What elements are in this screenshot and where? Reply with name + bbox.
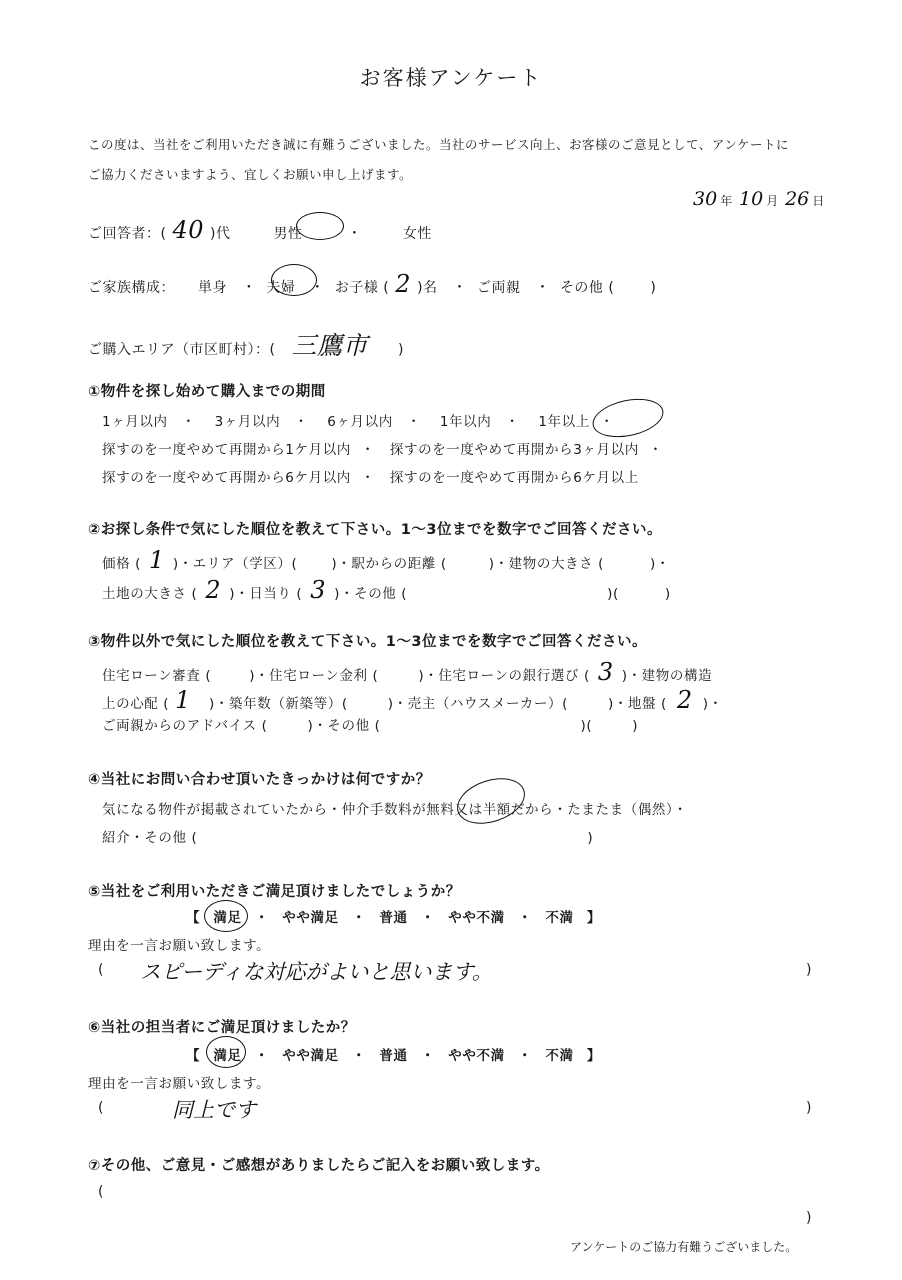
- land-label: 土地の大きさ (: [102, 586, 198, 602]
- ground-rank[interactable]: 2: [676, 686, 693, 714]
- q6-circle-mark: [206, 1036, 246, 1068]
- option-couple[interactable]: 夫婦: [266, 280, 296, 296]
- q6-close: ): [806, 1100, 812, 1116]
- q6-title: ⑥当社の担当者にご満足頂けましたか？: [88, 1020, 356, 1036]
- structure-rank[interactable]: 1: [175, 686, 192, 714]
- loan-bank-label: )・住宅ローンの銀行選び (: [418, 668, 590, 684]
- intro-line-2: ご協力くださいますよう、宜しくお願い申し上げます。: [88, 167, 413, 182]
- option-children[interactable]: お子様 (: [334, 280, 390, 296]
- intro-line-1: この度は、当社をご利用いただき誠に有難うございました。当社のサービス向上、お客様のご意見として、アンケートに: [88, 137, 790, 152]
- land-rank[interactable]: 2: [205, 576, 222, 604]
- referral-other-label: 紹介・その他 (: [102, 830, 198, 846]
- respondent-label: ご回答者：(: [88, 226, 167, 242]
- option-single[interactable]: 単身: [197, 280, 227, 296]
- children-count[interactable]: 2: [395, 270, 412, 298]
- price-label: 価格 (: [102, 556, 141, 572]
- q5-circle-mark: [204, 900, 248, 932]
- other-label: )・その他 (: [307, 718, 381, 734]
- price-rank[interactable]: 1: [148, 546, 165, 574]
- date-year: 30: [693, 188, 718, 210]
- option-parents[interactable]: ご両親: [476, 280, 521, 296]
- age-label: )・築年数（新築等）(: [209, 696, 348, 712]
- date-day: 26: [785, 188, 810, 210]
- q5-options[interactable]: 【 満足 ・ やや満足 ・ 普通 ・ やや不満 ・ 不満 】: [186, 910, 601, 926]
- q2-line-2: [102, 576, 671, 604]
- q1-option[interactable]: 6ヶ月以内: [327, 414, 393, 430]
- q1-option[interactable]: 探すのを一度やめて再開から1ケ月以内: [102, 442, 351, 458]
- q6-open: (: [98, 1100, 104, 1116]
- other-label: )・その他 (: [334, 586, 408, 602]
- q7-title: ⑦その他、ご意見・ご感想がありましたらご記入をお願い致します。: [88, 1158, 550, 1174]
- q4-line-1[interactable]: 気になる物件が掲載されていたから・仲介手数料が無料又は半額だから・たまたま（偶然）・: [102, 802, 688, 818]
- ground-label: )・地盤 (: [607, 696, 667, 712]
- paren-close: ): [632, 718, 639, 734]
- q1-option-selected[interactable]: 1年以上: [538, 414, 590, 430]
- q3-line-1: [102, 658, 712, 686]
- q1-option[interactable]: 探すのを一度やめて再開から6ケ月以上: [389, 470, 639, 486]
- q7-open: (: [98, 1184, 104, 1200]
- q7-close: ): [806, 1210, 812, 1226]
- area-school-label: )・エリア（学区）(: [172, 556, 298, 572]
- q5-close: ): [806, 962, 812, 978]
- option-male[interactable]: 男性: [273, 226, 303, 242]
- q5-reason[interactable]: スピーディな対応がよいと思います。: [140, 960, 493, 984]
- respondent-row: [88, 216, 432, 244]
- day-unit: 日: [812, 194, 825, 208]
- q1-option[interactable]: 3ヶ月以内: [214, 414, 281, 430]
- q1-option[interactable]: 1ヶ月以内: [102, 414, 168, 430]
- station-label: )・駅からの距離 (: [331, 556, 447, 572]
- structure-concern-label: 上の心配 (: [102, 696, 170, 712]
- loan-rate-label: )・住宅ローン金利 (: [249, 668, 379, 684]
- q1-circle-mark: [589, 393, 667, 443]
- area-value[interactable]: 三鷹市: [291, 331, 368, 360]
- q3-line-3: [102, 714, 638, 734]
- q5-reason-label: 理由を一言お願い致します。: [88, 938, 271, 954]
- sun-rank[interactable]: 3: [310, 576, 327, 604]
- area-label: ご購入エリア（市区町村）：(: [88, 342, 276, 358]
- age-suffix: )代: [210, 226, 231, 242]
- family-label: ご家族構成：: [88, 280, 175, 296]
- footer-thanks: アンケートのご協力有難うございました。: [570, 1240, 798, 1254]
- male-circle-mark: [296, 212, 344, 240]
- separator: ・: [347, 226, 362, 242]
- loan-review-label: 住宅ローン審査 (: [102, 668, 212, 684]
- loan-bank-rank[interactable]: 3: [597, 658, 614, 686]
- other-close: ): [650, 280, 657, 296]
- page-title: お客様アンケート: [359, 66, 543, 90]
- q1-option[interactable]: 探すのを一度やめて再開から6ケ月以内: [102, 470, 351, 486]
- paren-close: )(: [607, 586, 619, 602]
- structure-label: )・建物の構造: [621, 668, 713, 684]
- date-month: 10: [739, 188, 764, 210]
- q2-line-1: [102, 546, 670, 574]
- couple-circle-mark: [271, 264, 317, 296]
- q4-line-2: [102, 826, 593, 846]
- q4-circle-mark: [451, 770, 531, 832]
- q4-title: ④当社にお問い合わせ頂いたきっかけは何ですか？: [88, 772, 431, 788]
- area-row: [88, 326, 404, 362]
- building-label: )・建物の大きさ (: [488, 556, 605, 572]
- q5-open: (: [98, 962, 104, 978]
- q6-reason[interactable]: 同上です: [172, 1098, 256, 1122]
- date-field: [690, 188, 824, 210]
- q3-title: ③物件以外で気にした順位を教えて下さい。1～3位までを数字でご回答ください。: [88, 634, 647, 650]
- month-unit: 月: [766, 194, 779, 208]
- paren-close: )・: [650, 556, 671, 572]
- option-other[interactable]: その他 (: [559, 280, 615, 296]
- q1-options-line-3: 探すのを一度やめて再開から6ケ月以内 ・ 探すのを一度やめて再開から6ケ月以上: [102, 470, 639, 486]
- parents-advice-label: ご両親からのアドバイス (: [102, 718, 268, 734]
- area-close: ): [397, 342, 404, 358]
- q2-title: ②お探し条件で気にした順位を教えて下さい。1～3位までを数字でご回答ください。: [88, 522, 662, 538]
- paren-close: ): [664, 586, 671, 602]
- q5-title: ⑤当社をご利用いただきご満足頂けましたでしょうか？: [88, 884, 461, 900]
- option-female[interactable]: 女性: [402, 226, 432, 242]
- year-unit: 年: [720, 194, 733, 208]
- paren-close: )(: [580, 718, 593, 734]
- respondent-age[interactable]: 40: [172, 216, 205, 244]
- seller-label: )・売主（ハウスメーカー）(: [387, 696, 568, 712]
- q6-reason-label: 理由を一言お願い致します。: [88, 1076, 271, 1092]
- q1-option[interactable]: 1年以内: [439, 414, 492, 430]
- q1-option[interactable]: 探すのを一度やめて再開から3ヶ月以内: [389, 442, 639, 458]
- paren-close: ): [587, 830, 594, 846]
- family-row: ご家族構成： 単身 ・ 夫婦 ・ お子様 ( 2 )名 ・ ご両親 ・ その他 ( ): [88, 270, 657, 298]
- children-suffix: )名: [417, 280, 438, 296]
- q1-title: ①物件を探し始めて購入までの期間: [88, 384, 326, 400]
- paren-close: )・: [702, 696, 723, 712]
- q1-options-line-2: 探すのを一度やめて再開から1ケ月以内 ・ 探すのを一度やめて再開から3ヶ月以内 ・: [102, 442, 663, 458]
- q3-line-2: [102, 686, 723, 714]
- q6-options[interactable]: 【 満足 ・ やや満足 ・ 普通 ・ やや不満 ・ 不満 】: [186, 1048, 601, 1064]
- q1-options-line-1: 1ヶ月以内 ・ 3ヶ月以内 ・ 6ヶ月以内 ・ 1年以内 ・ 1年以上 ・: [102, 414, 614, 430]
- sun-label: )・日当り (: [229, 586, 303, 602]
